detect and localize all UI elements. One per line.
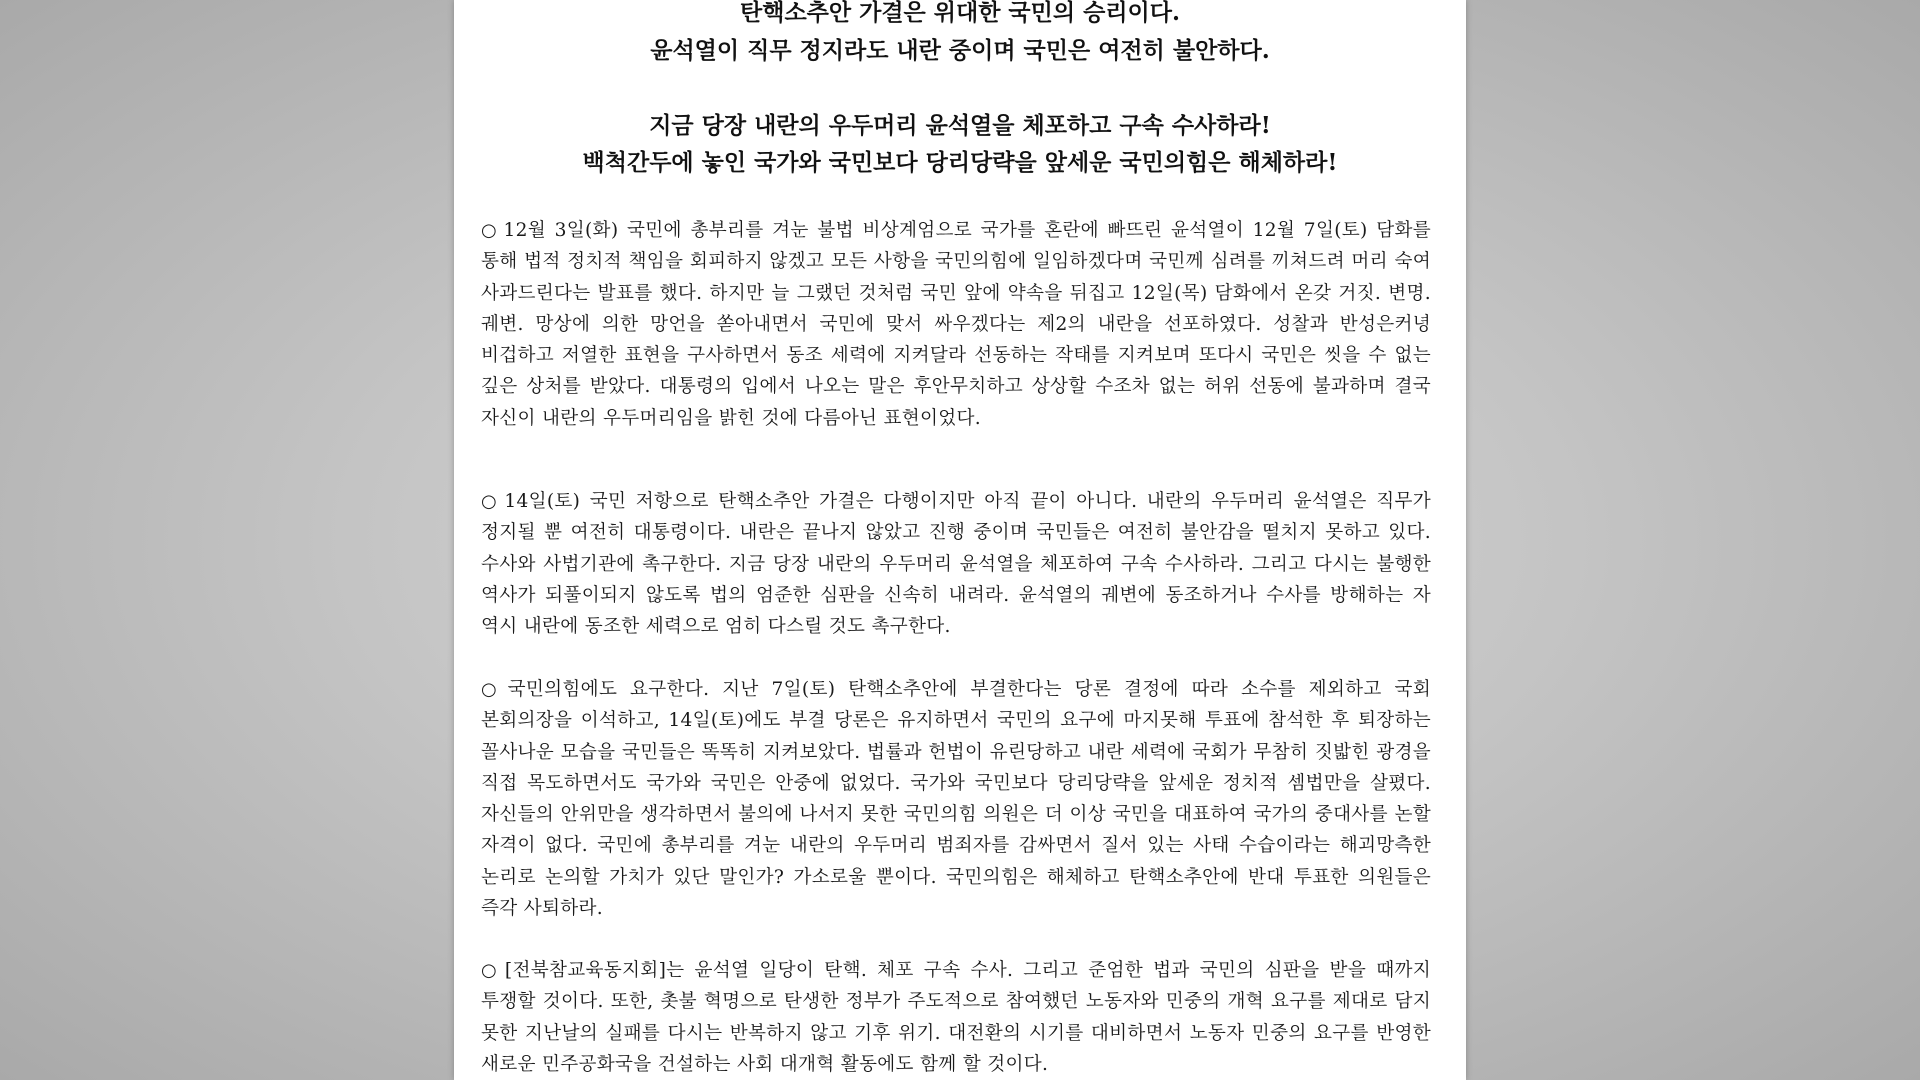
paragraph-3 xyxy=(481,674,1431,924)
bullet-icon: ○ xyxy=(481,220,500,241)
paragraph-text: 12월 3일(화) 국민에 총부리를 겨눈 불법 비상계엄으로 국가를 혼란에 빠뜨린 윤석열이 12월 7일(토) 담화를 통해 법적 정치적 책임을 회피하지 않겠고 모든 사항을 국민의힘에 일임하겠다며 국민께 심려를 끼쳐드려 머리 숙여 사과드린다는 발표를 했다. 하지만 늘 그랬던 것처럼 국민 앞에 약속을 뒤집고 12일(목) 담화에서 온갖 거짓. 변명. 궤변. 망상에 의한 망언을 쏟아내면서 국민에 맞서 싸우겠다는 제2의 내란을 선포하였다. 성찰과 반성은커녕 비겁하고 저열한 표현을 구사하면서 동조 세력에 지켜달라 선동하는 작태를 지켜보며 또다시 국민은 씻을 수 없는 깊은 상처를 받았다. 대통령의 입에서 나오는 말은 후안무치하고 상상할 수조차 없는 허위 선동에 불과하며 결국 자신이 내란의 우두머리임을 밝힌 것에 다름아닌 표현이었다. xyxy=(481,220,1432,429)
headline-3: 지금 당장 내란의 우두머리 윤석열을 체포하고 구속 수사하라! xyxy=(649,112,1271,139)
headline-2: 윤석열이 직무 정지라도 내란 중이며 국민은 여전히 불안하다. xyxy=(650,37,1270,64)
headline-4: 백척간두에 놓인 국가와 국민보다 당리당략을 앞세운 국민의힘은 해체하라! xyxy=(582,149,1338,176)
paragraph-1 xyxy=(481,215,1431,434)
paragraph-text: 국민의힘에도 요구한다. 지난 7일(토) 탄핵소추안에 부결한다는 당론 결정에 따라 소수를 제외하고 국회 본회의장을 이석하고, 14일(토)에도 부결 당론은 유지하면서 국민의 요구에 마지못해 투표에 참석한 후 퇴장하는 꼴사나운 모습을 국민들은 똑똑히 지켜보았다. 법률과 헌법이 유린당하고 내란 세력에 국회가 무참히 짓밟힌 광경을 직접 목도하면서도 국가와 국민은 안중에 없었다. 국가와 국민보다 당리당략을 앞세운 정치적 셈법만을 살폈다. 자신들의 안위만을 생각하면서 불의에 나서지 못한 국민의힘 의원은 더 이상 국민을 대표하여 국가의 중대사를 논할 자격이 없다. 국민에 총부리를 겨눈 내란의 우두머리 범죄자를 감싸면서 질서 있는 사태 수습이라는 해괴망측한 논리로 논의할 가치가 있단 말인가? 가소로울 뿐이다. 국민의힘은 해체하고 탄핵소추안에 반대 투표한 의원들은 즉각 사퇴하라. xyxy=(481,679,1431,920)
paragraph-4 xyxy=(481,955,1431,1080)
paragraph-text: 14일(토) 국민 저항으로 탄핵소추안 가결은 다행이지만 아직 끝이 아니다. 내란의 우두머리 윤석열은 직무가 정지될 뿐 여전히 대통령이다. 내란은 끝나지 않았고 진행 중이며 국민들은 여전히 불안감을 떨치지 못하고 있다. 수사와 사법기관에 촉구한다. 지금 당장 내란의 우두머리 윤석열을 체포하여 구속 수사하라. 그리고 다시는 불행한 역사가 되풀이되지 않도록 법의 엄준한 심판을 신속히 내려라. 윤석열의 궤변에 동조하거나 수사를 방해하는 자 역시 내란에 동조한 세력으로 엄히 다스릴 것도 촉구한다. xyxy=(481,491,1431,638)
paragraph-2 xyxy=(481,486,1431,642)
document-page xyxy=(454,0,1466,1080)
bullet-icon: ○ xyxy=(481,960,501,981)
bullet-icon: ○ xyxy=(481,491,501,512)
headline-1: 탄핵소추안 가결은 위대한 국민의 승리이다. xyxy=(740,0,1180,26)
bullet-icon: ○ xyxy=(481,679,504,700)
paragraph-text: [전북참교육동지회]는 윤석열 일당이 탄핵. 체포 구속 수사. 그리고 준엄한 법과 국민의 심판을 받을 때까지 투쟁할 것이다. 또한, 촛불 혁명으로 탄생한 정부가 주도적으로 참여했던 노동자와 민중의 개혁 요구를 제대로 담지 못한 지난날의 실패를 다시는 반복하지 않고 기후 위기. 대전환의 시기를 대비하면서 노동자 민중의 요구를 반영한 새로운 민주공화국을 건설하는 사회 대개혁 활동에도 함께 할 것이다. xyxy=(481,960,1431,1075)
